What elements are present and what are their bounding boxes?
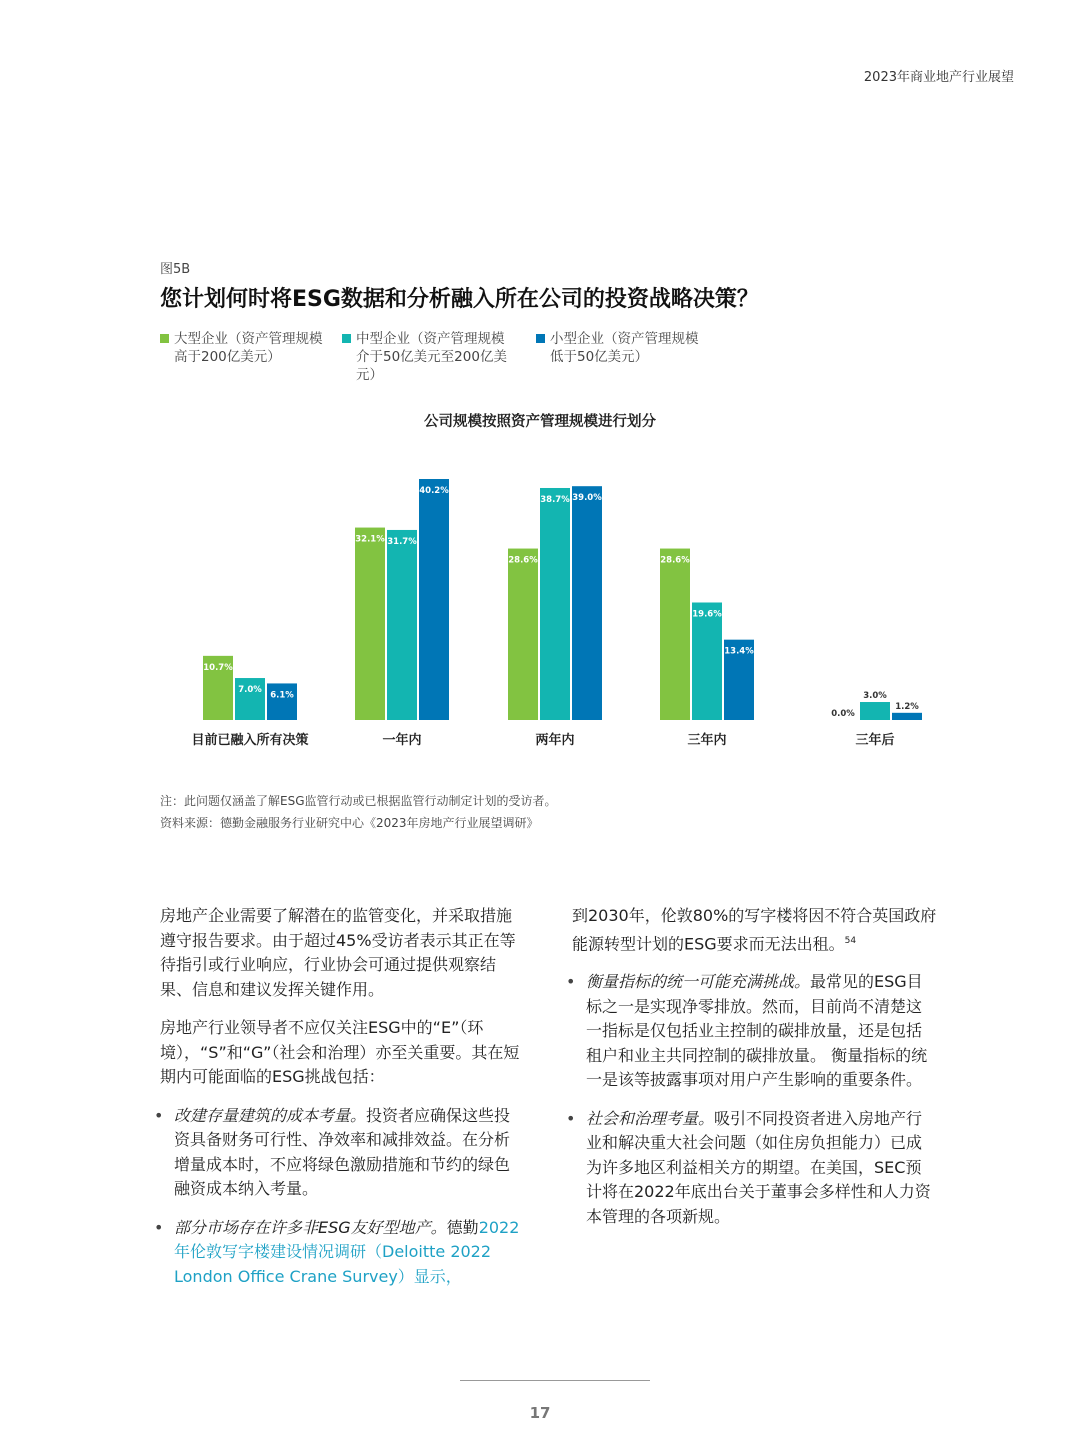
bar: [860, 702, 890, 720]
data-label: 0.0%: [831, 709, 855, 719]
category-label: 两年内: [535, 733, 575, 748]
bar: [660, 549, 690, 720]
bullet-dot-icon: •: [154, 1105, 164, 1125]
footer-divider: [460, 1380, 650, 1381]
chart-title: 公司规模按照资产管理规模进行划分: [424, 414, 656, 430]
category-label: 三年后: [855, 733, 895, 748]
bar-chart: [0, 440, 1080, 760]
bullet-text: 德勤: [446, 1217, 479, 1237]
data-label: 40.2%: [419, 486, 449, 496]
legend-label-medium: 中型企业（资产管理规模介于50亿美元至200亿美元）: [356, 331, 507, 383]
bullet-emphasis: 衡量指标的统一可能充满挑战。: [586, 972, 811, 992]
data-label: 38.7%: [540, 494, 570, 505]
legend-swatch-medium: [342, 334, 351, 343]
bar: [355, 528, 385, 720]
bar: [508, 549, 538, 720]
data-label: 28.6%: [508, 555, 538, 566]
body-left-column: [154, 904, 525, 1303]
data-label: 32.1%: [355, 534, 385, 545]
body-paragraph-text: 到2030年，伦敦80%的写字楼将因不符合英国政府能源转型计划的ESG要求而无法出租。: [572, 906, 937, 953]
bullet-text: 最常见的ESG目标之一是实现净零排放。然而，目前尚不清楚这一指标是仅包括业主控制的碳排放量，还是包括租户和业主共同控制的碳排放量。 衡量指标的统一是该等披露事项对用户产生影响的重要条件。: [586, 972, 928, 1090]
bullet-emphasis: 社会和治理考量。: [586, 1108, 715, 1128]
bar: [572, 486, 602, 720]
report-title: 2023年商业地产行业展望: [863, 70, 1014, 85]
bar: [692, 602, 722, 720]
bar: [540, 488, 570, 720]
data-label: 3.0%: [863, 691, 887, 702]
legend-label-large: 大型企业（资产管理规模高于200亿美元）: [174, 331, 323, 365]
figure-note: 注：此问题仅涵盖了解ESG监管行动或已根据监管行动制定计划的受访者。: [160, 794, 557, 808]
chart-legend: [160, 330, 920, 390]
page-number: 17: [529, 1404, 551, 1422]
category-label: 目前已融入所有决策: [191, 733, 309, 748]
bullet-dot-icon: •: [566, 1108, 576, 1128]
footnote-ref: 54: [844, 935, 857, 946]
figure-title: 您计划何时将ESG数据和分析融入所在公司的投资战略决策？: [160, 287, 759, 312]
figure-label: 图5B: [160, 262, 191, 277]
bullet-text: 投资者应确保这些投资具备财务可行性、净效率和减排效益。在分析增量成本时，不应将绿色激励措施和节约的绿色融资成本纳入考量。: [174, 1105, 511, 1198]
bullet-item: [154, 1216, 525, 1290]
legend-swatch-large: [160, 334, 169, 343]
data-label: 6.1%: [270, 690, 294, 701]
figure-source: 资料来源：德勤金融服务行业研究中心《2023年房地产行业展望调研》: [160, 816, 539, 830]
data-label: 10.7%: [203, 662, 233, 673]
bar: [387, 530, 417, 720]
legend-swatch-small: [536, 334, 545, 343]
data-label: 31.7%: [387, 536, 417, 547]
data-label: 13.4%: [724, 646, 754, 657]
bullet-dot-icon: •: [154, 1217, 164, 1237]
bar: [419, 479, 449, 720]
data-label: 39.0%: [572, 493, 602, 504]
bullet-item: [154, 1104, 525, 1202]
bullet-emphasis: 部分市场存在许多非ESG友好型地产。: [174, 1217, 447, 1237]
bullet-emphasis: 改建存量建筑的成本考量。: [174, 1105, 367, 1125]
bullet-item: [566, 970, 937, 1093]
bullet-item: [566, 1107, 937, 1230]
bullet-text: 吸引不同投资者进入房地产行业和解决重大社会问题（如住房负担能力）已成为许多地区利益相关方的期望。在美国，SEC预计将在2022年底出台关于董事会多样性和人力资本管理的各项新规。: [586, 1108, 931, 1226]
data-label: 28.6%: [660, 555, 690, 566]
survey-link[interactable]: 2022年伦敦写字楼建设情况调研（Deloitte 2022 London Office Crane Survey）显示，: [174, 1217, 520, 1286]
category-label: 一年内: [382, 733, 422, 748]
data-label: 1.2%: [895, 701, 919, 712]
category-label: 三年内: [687, 733, 727, 748]
bar: [267, 683, 297, 720]
body-right-column: [566, 904, 937, 1243]
bullet-dot-icon: •: [566, 972, 576, 992]
data-label: 7.0%: [238, 685, 262, 696]
body-paragraph: 房地产企业需要了解潜在的监管变化，并采取措施遵守报告要求。由于超过45%受访者表示其正在等待指引或行业响应，行业协会可通过提供观察结果、信息和建议发挥关键作用。: [160, 906, 516, 999]
body-paragraph: [572, 904, 937, 956]
data-label: 19.6%: [692, 609, 722, 620]
body-paragraph: 房地产行业领导者不应仅关注ESG中的“E”（环境），“S”和“G”（社会和治理）亦至关重要。其在短期内可能面临的ESG挑战包括：: [160, 1018, 520, 1086]
legend-label-small: 小型企业（资产管理规模低于50亿美元）: [550, 331, 699, 365]
bar: [892, 713, 922, 720]
